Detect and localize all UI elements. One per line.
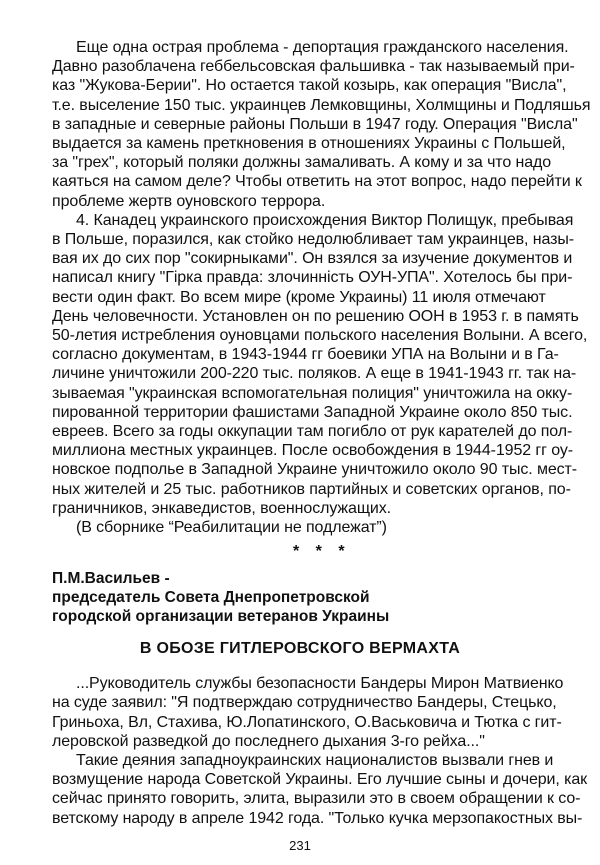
text-line: выдается за камень преткновения в отношениях Украины с Польшей, [52, 135, 566, 152]
author-name: П.М.Васильев - [52, 570, 170, 588]
text-line: возмущение народа Советской Украины. Его лучшие сыны и дочери, как [52, 771, 588, 789]
text-line: ветскому народу в апреле 1942 года. "Только кучка мерзопакостных вы- [52, 809, 583, 827]
text-line: 4. Канадец украинского происхождения Виктор Полищук, пребывая [76, 211, 574, 229]
text-line: личине уничтожили 200-220 тыс. поляков. А еще в 1941-1943 гг. так на- [52, 365, 577, 383]
text-line: ...Руководитель службы безопасности Бандеры Мирон Матвиенко [76, 675, 564, 693]
text-line: леровской разведкой до последнего дыхания 3-го рейха..." [52, 732, 485, 750]
text-line: сейчас принято говорить, элита, выразили это в своем обращении к со- [52, 790, 581, 808]
text-line: в западные и северные районы Польши в 1947 году. Операция "Висла" [52, 115, 578, 133]
author-title: председатель Совета Днепропетровской [52, 589, 370, 607]
text-line: в Польше, поразился, как стойко недолюбливает там украинцев, назы- [52, 231, 574, 248]
text-line: согласно документам, в 1943-1944 гг боевики УПА на Волыни и в Га- [52, 346, 559, 364]
author-organization: городской организации ветеранов Украины [52, 608, 390, 626]
text-line: пированной территории фашистами Западной Украине около 850 тыс. [52, 403, 573, 421]
text-line: граничников, энкаведистов, военнослужащих. [52, 499, 391, 517]
text-line: ных жителей и 25 тыс. работников партийных и советских органов, по- [52, 480, 571, 498]
source-note: (В сборнике “Реабилитации не подлежат”) [76, 519, 387, 536]
text-line: Гриньоха, Вл, Стахива, Ю.Лопатинского, О.Васьковича и Тютка с гит- [52, 713, 562, 731]
text-line: Давно разоблачена геббельсовская фальшивка - так называемый при- [52, 58, 575, 76]
text-line: зываемая "украинская вспомогательная полиция" уничтожила на окку- [52, 384, 573, 402]
text-line: вести один факт. Во всем мире (кроме Украины) 11 июля отмечают [52, 288, 546, 306]
text-line: написал книгу "Гірка правда: злочинність ОУН-УПА". Хотелось бы при- [52, 269, 573, 287]
text-line: проблеме жертв оуновского террора. [52, 192, 326, 210]
text-line: каз "Жукова-Берии". Но остается такой козырь, как операция "Висла", [52, 77, 567, 95]
text-line: на суде заявил: "Я подтверждаю сотрудничество Бандеры, Стецько, [52, 694, 557, 712]
section-separator: * * * [293, 543, 351, 561]
text-line: вая их до сих пор "сокирныками". Он взялся за изучение документов и [52, 250, 573, 268]
article-title: В ОБОЗЕ ГИТЛЕРОВСКОГО ВЕРМАХТА [139, 640, 461, 658]
text-line: за "грех", который поляки должны замаливать. А кому и за что надо [52, 154, 552, 172]
text-line: каяться на самом деле? Чтобы ответить на этот вопрос, надо перейти к [52, 173, 582, 191]
text-line: миллиона местных украинцев. После освобождения в 1944-1952 гг оу- [52, 442, 573, 460]
text-line: Такие деяния западноукраинских националистов вызвали гнев и [76, 752, 554, 769]
text-line: Еще одна острая проблема - депортация гражданского населения. [76, 39, 569, 56]
text-line: т.е. выселение 150 тыс. украинцев Лемковщины, Холмщины и Подляшья [52, 96, 591, 114]
page-number: 231 [289, 838, 311, 853]
text-line: новское подполье в Западной Украине уничтожило около 90 тыс. мест- [52, 461, 578, 479]
text-line: 50-летия истребления оуновцами польского населения Волыни. А всего, [52, 327, 588, 344]
text-line: евреев. Всего за годы оккупации там погибло от рук карателей до пол- [52, 423, 573, 440]
text-line: День человечности. Установлен он по решению ООН в 1953 г. в память [52, 307, 579, 325]
